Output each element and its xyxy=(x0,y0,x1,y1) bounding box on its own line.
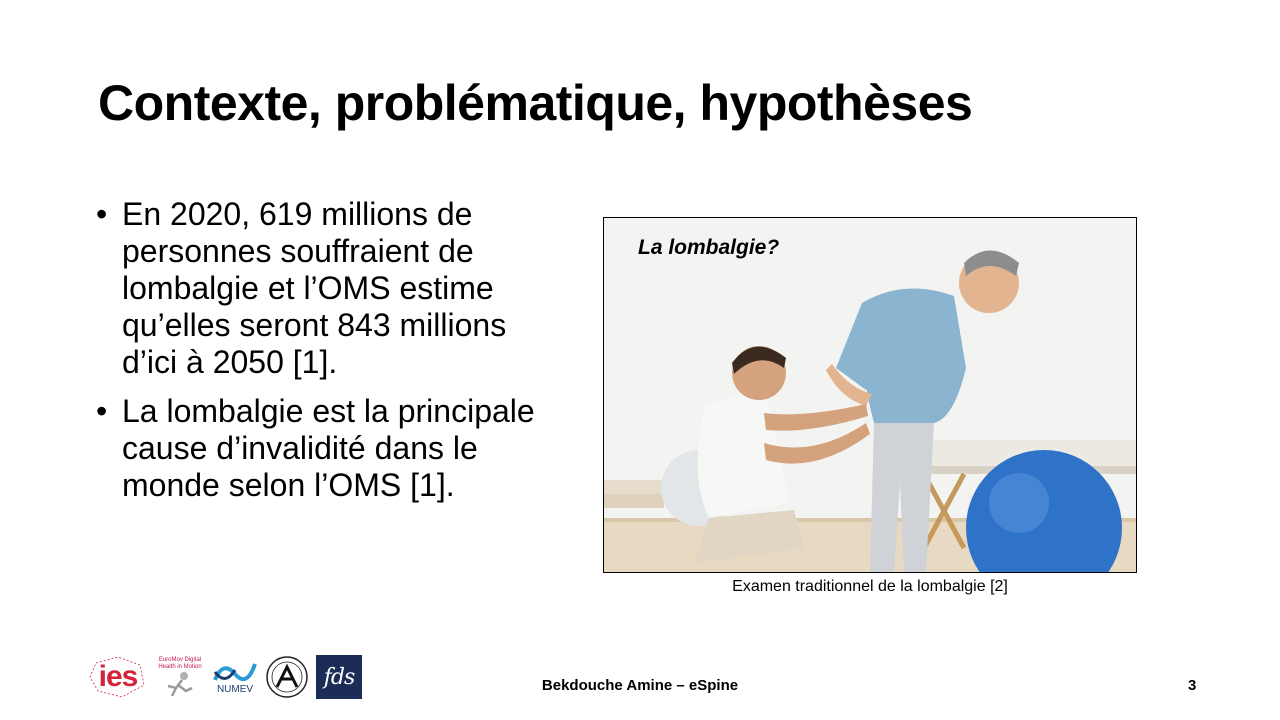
figure-caption: Examen traditionnel de la lombalgie [2] xyxy=(732,578,1008,595)
lumbago-exam-photo xyxy=(603,217,1137,573)
euromov-logo-text: EuroMov Digital Health in Motion xyxy=(158,657,202,670)
bullet-item xyxy=(96,393,546,504)
figure-overlay-label: La lombalgie? xyxy=(638,236,780,259)
bullet-text: En 2020, 619 millions de personnes souffraient de lombalgie et l’OMS estime qu’elles seront 843 millions d’ici à 2050 [1]. xyxy=(122,196,507,380)
bullet-list xyxy=(96,196,546,516)
fds-logo-text: fds xyxy=(323,664,355,690)
ies-logo-text: ies xyxy=(98,660,138,693)
bullet-text: La lombalgie est la principale cause d’invalidité dans le monde selon l’OMS [1]. xyxy=(122,393,535,503)
bullet-marker: • xyxy=(96,196,108,232)
slide-title: Contexte, problématique, hypothèses xyxy=(98,75,973,131)
photo-illustration xyxy=(604,218,1136,572)
numev-logo-text: NUMEV xyxy=(216,683,254,695)
slide-number: 3 xyxy=(1188,677,1197,694)
bullet-marker: • xyxy=(96,393,108,429)
bullet-item xyxy=(96,196,546,381)
footer-author: Bekdouche Amine – eSpine xyxy=(541,677,739,694)
